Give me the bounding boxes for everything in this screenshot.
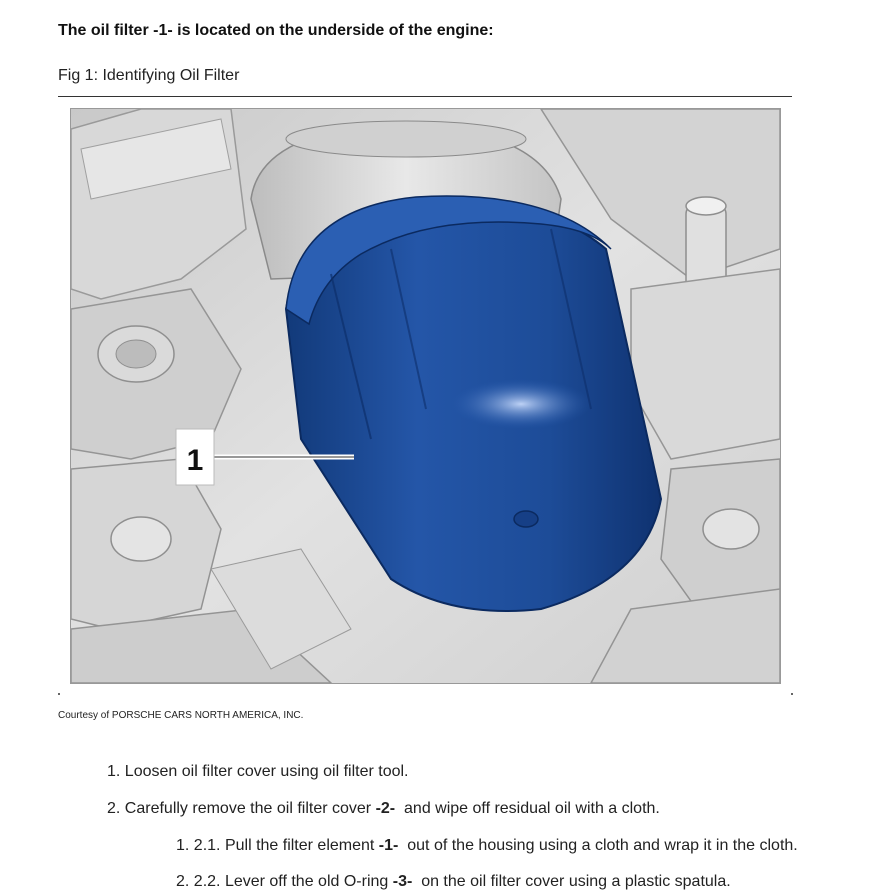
section-heading: The oil filter -1- is located on the underside of the engine: [58, 22, 494, 39]
figure-title: Fig 1: Identifying Oil Filter [58, 67, 240, 84]
step-text-continued: and wipe off residual oil with a cloth. [395, 800, 660, 817]
step-2 [107, 800, 660, 818]
title-divider [58, 96, 792, 97]
oil-filter-illustration-icon [71, 109, 780, 683]
step-2-2 [176, 873, 731, 891]
corner-mark-left [58, 693, 60, 695]
step-number: 1. [107, 763, 121, 780]
part-reference: -2- [375, 800, 396, 817]
step-text: Pull the filter element [224, 837, 379, 854]
step-text-continued: out of the housing using a cloth and wrap it in the cloth. [398, 837, 798, 854]
step-number: 2. 2.2. [176, 873, 221, 890]
part-reference: -3- [392, 873, 413, 890]
step-text: Loosen oil filter cover using oil filter tool. [124, 763, 409, 780]
callout-label: 1 [186, 444, 204, 477]
step-number: 1. 2.1. [176, 837, 221, 854]
image-credit: Courtesy of PORSCHE CARS NORTH AMERICA, INC. [58, 710, 304, 721]
step-2-1 [176, 837, 798, 855]
part-reference: -1- [378, 837, 399, 854]
step-text: Lever off the old O-ring [224, 873, 393, 890]
step-text-continued: on the oil filter cover using a plastic spatula. [412, 873, 731, 890]
oil-filter-figure [70, 108, 781, 684]
step-text: Carefully remove the oil filter cover [124, 800, 376, 817]
step-number: 2. [107, 800, 121, 817]
corner-mark-right [791, 693, 793, 695]
step-1 [107, 763, 409, 781]
